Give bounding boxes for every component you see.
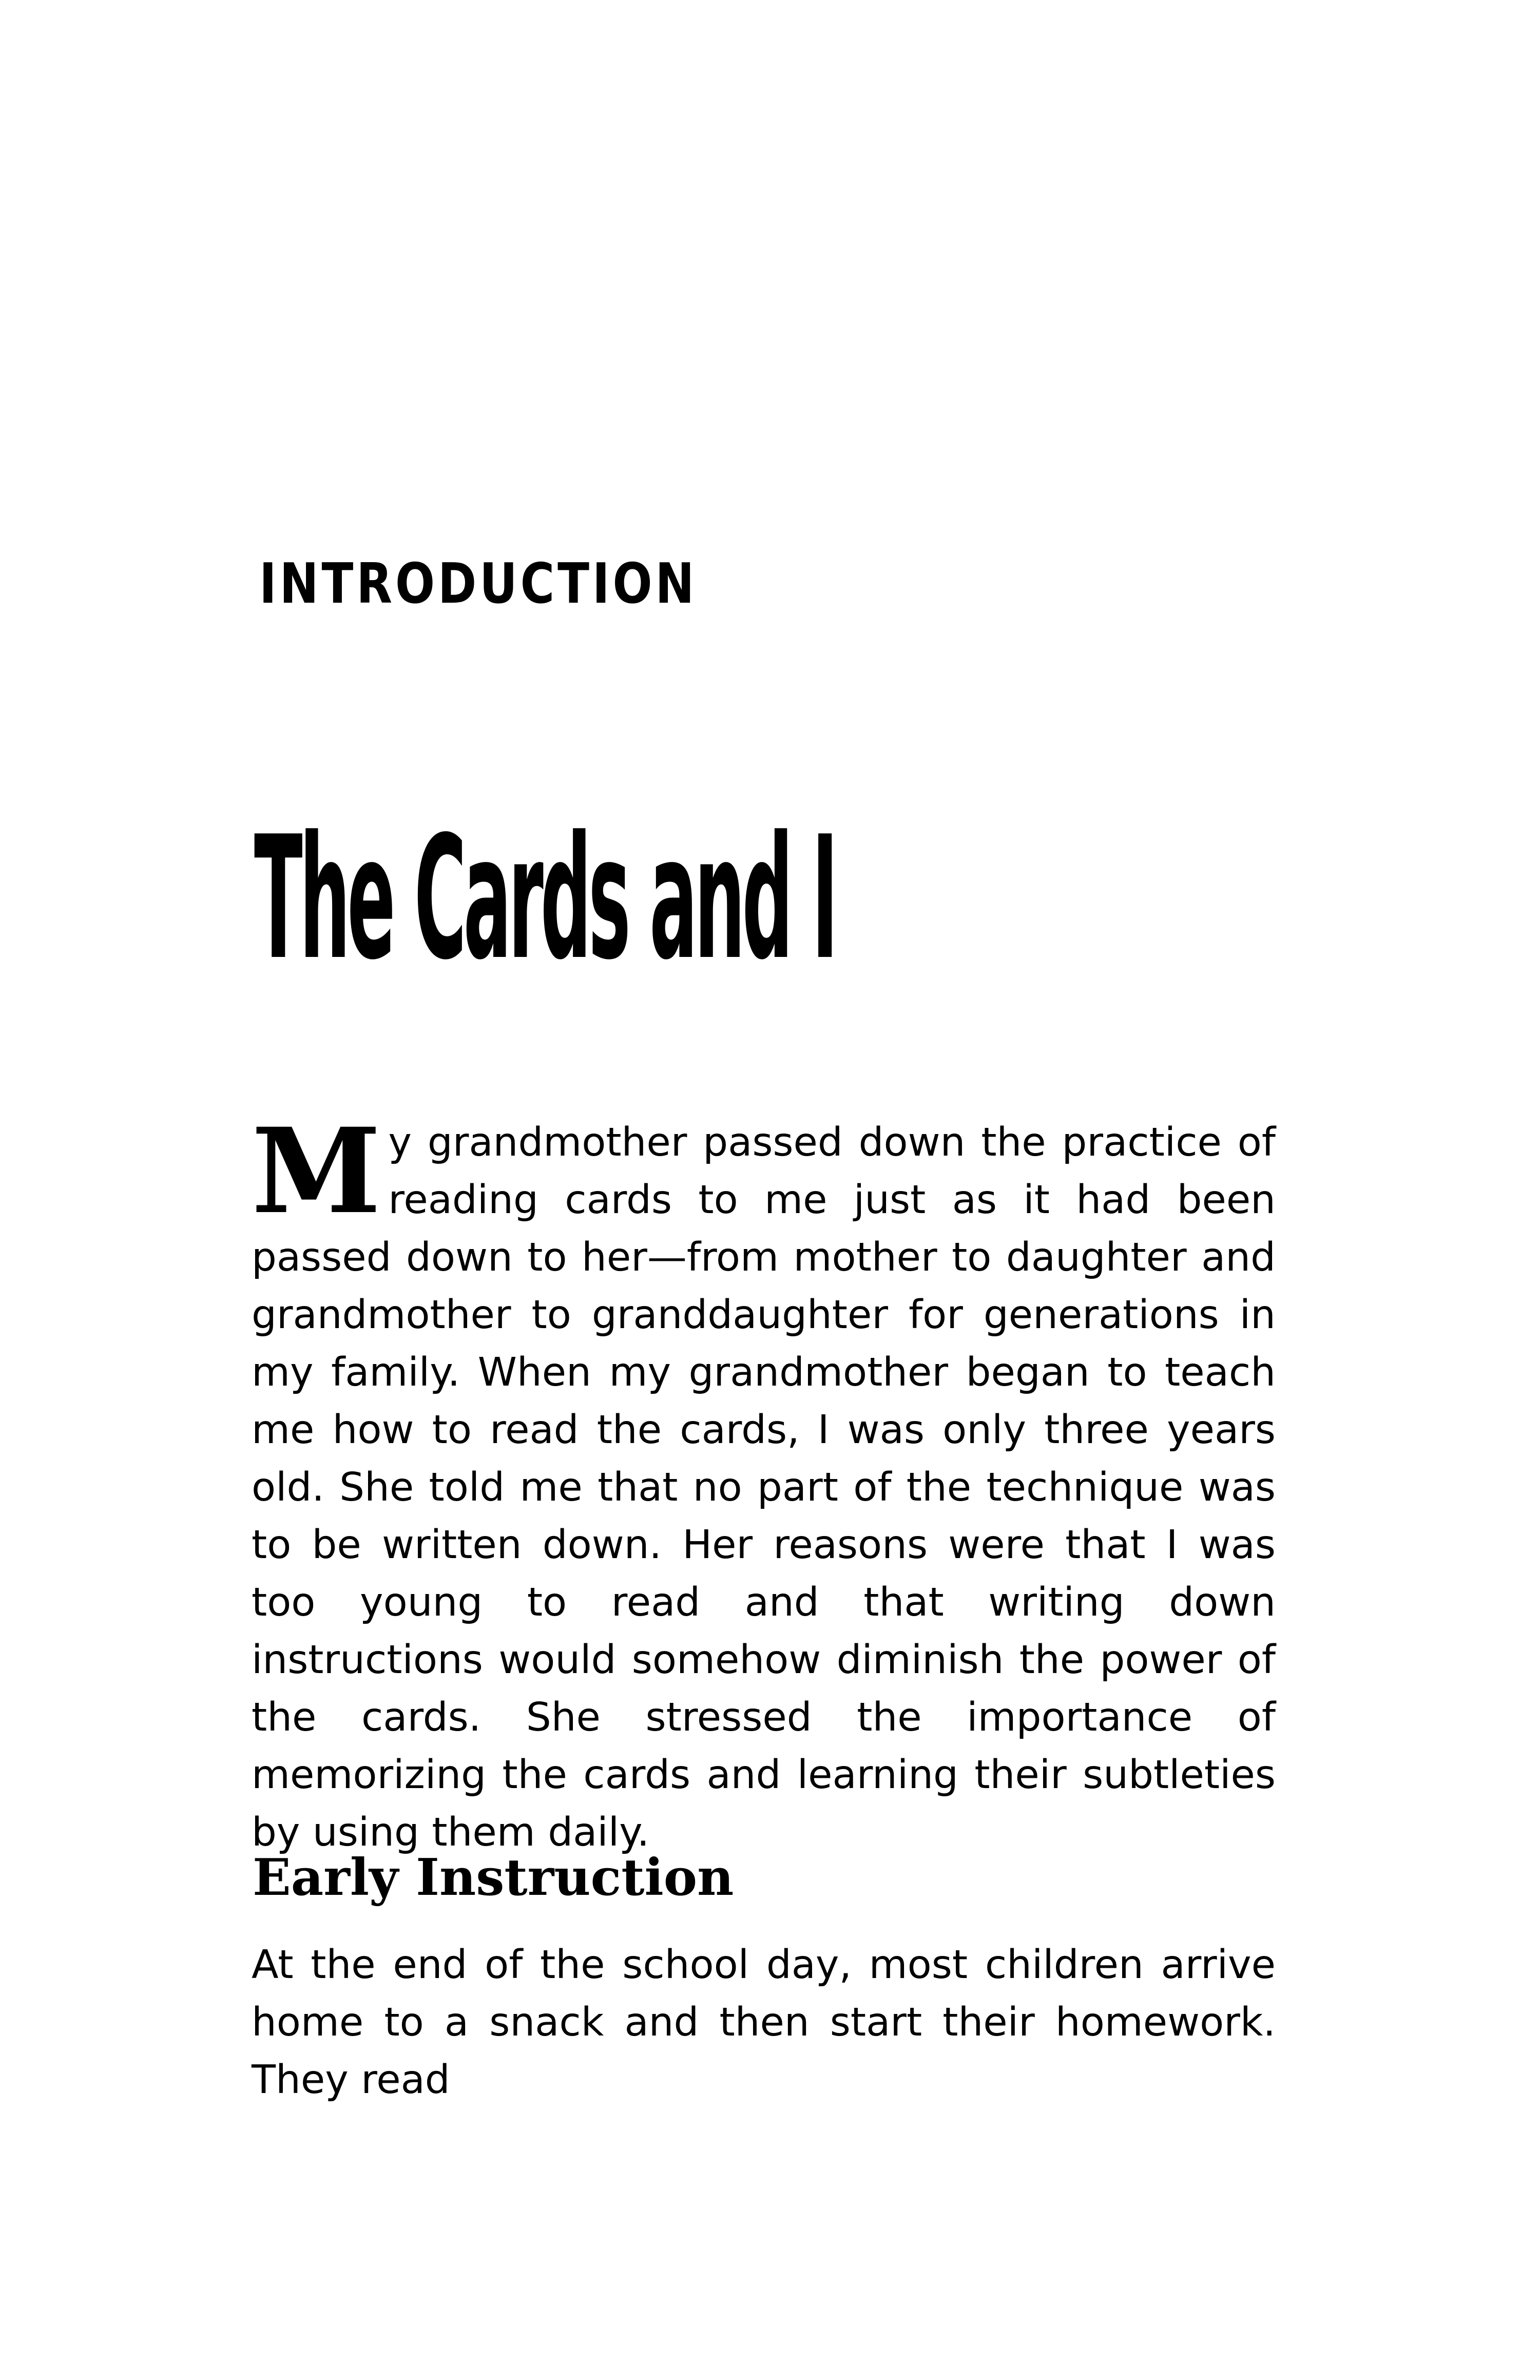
chapter-title: The Cards and I xyxy=(254,800,836,997)
section-paragraph: At the end of the school day, most children arrive home to a snack and then start their homework. They read xyxy=(252,1942,1276,2103)
section-heading: Early Instruction xyxy=(253,1848,734,1907)
drop-cap: M xyxy=(252,1102,381,1240)
opening-paragraph-text: y grandmother passed down the practice of reading cards to me just as it had been passed down to her—from mother to daughter and grandmother to granddaughter for generations in my family. When my grandmother began to teach me how to read the cards, I was only three years old. She told me that no part of the technique was to be written down. Her reasons were that I was too young to read and that writing down instructions would somehow diminish the power of the cards. She stressed the importance of memorizing the cards and learning their subtleties by using them daily. xyxy=(252,1120,1276,1855)
opening-paragraph xyxy=(252,1102,1276,1861)
chapter-label: INTRODUCTION xyxy=(259,552,698,616)
